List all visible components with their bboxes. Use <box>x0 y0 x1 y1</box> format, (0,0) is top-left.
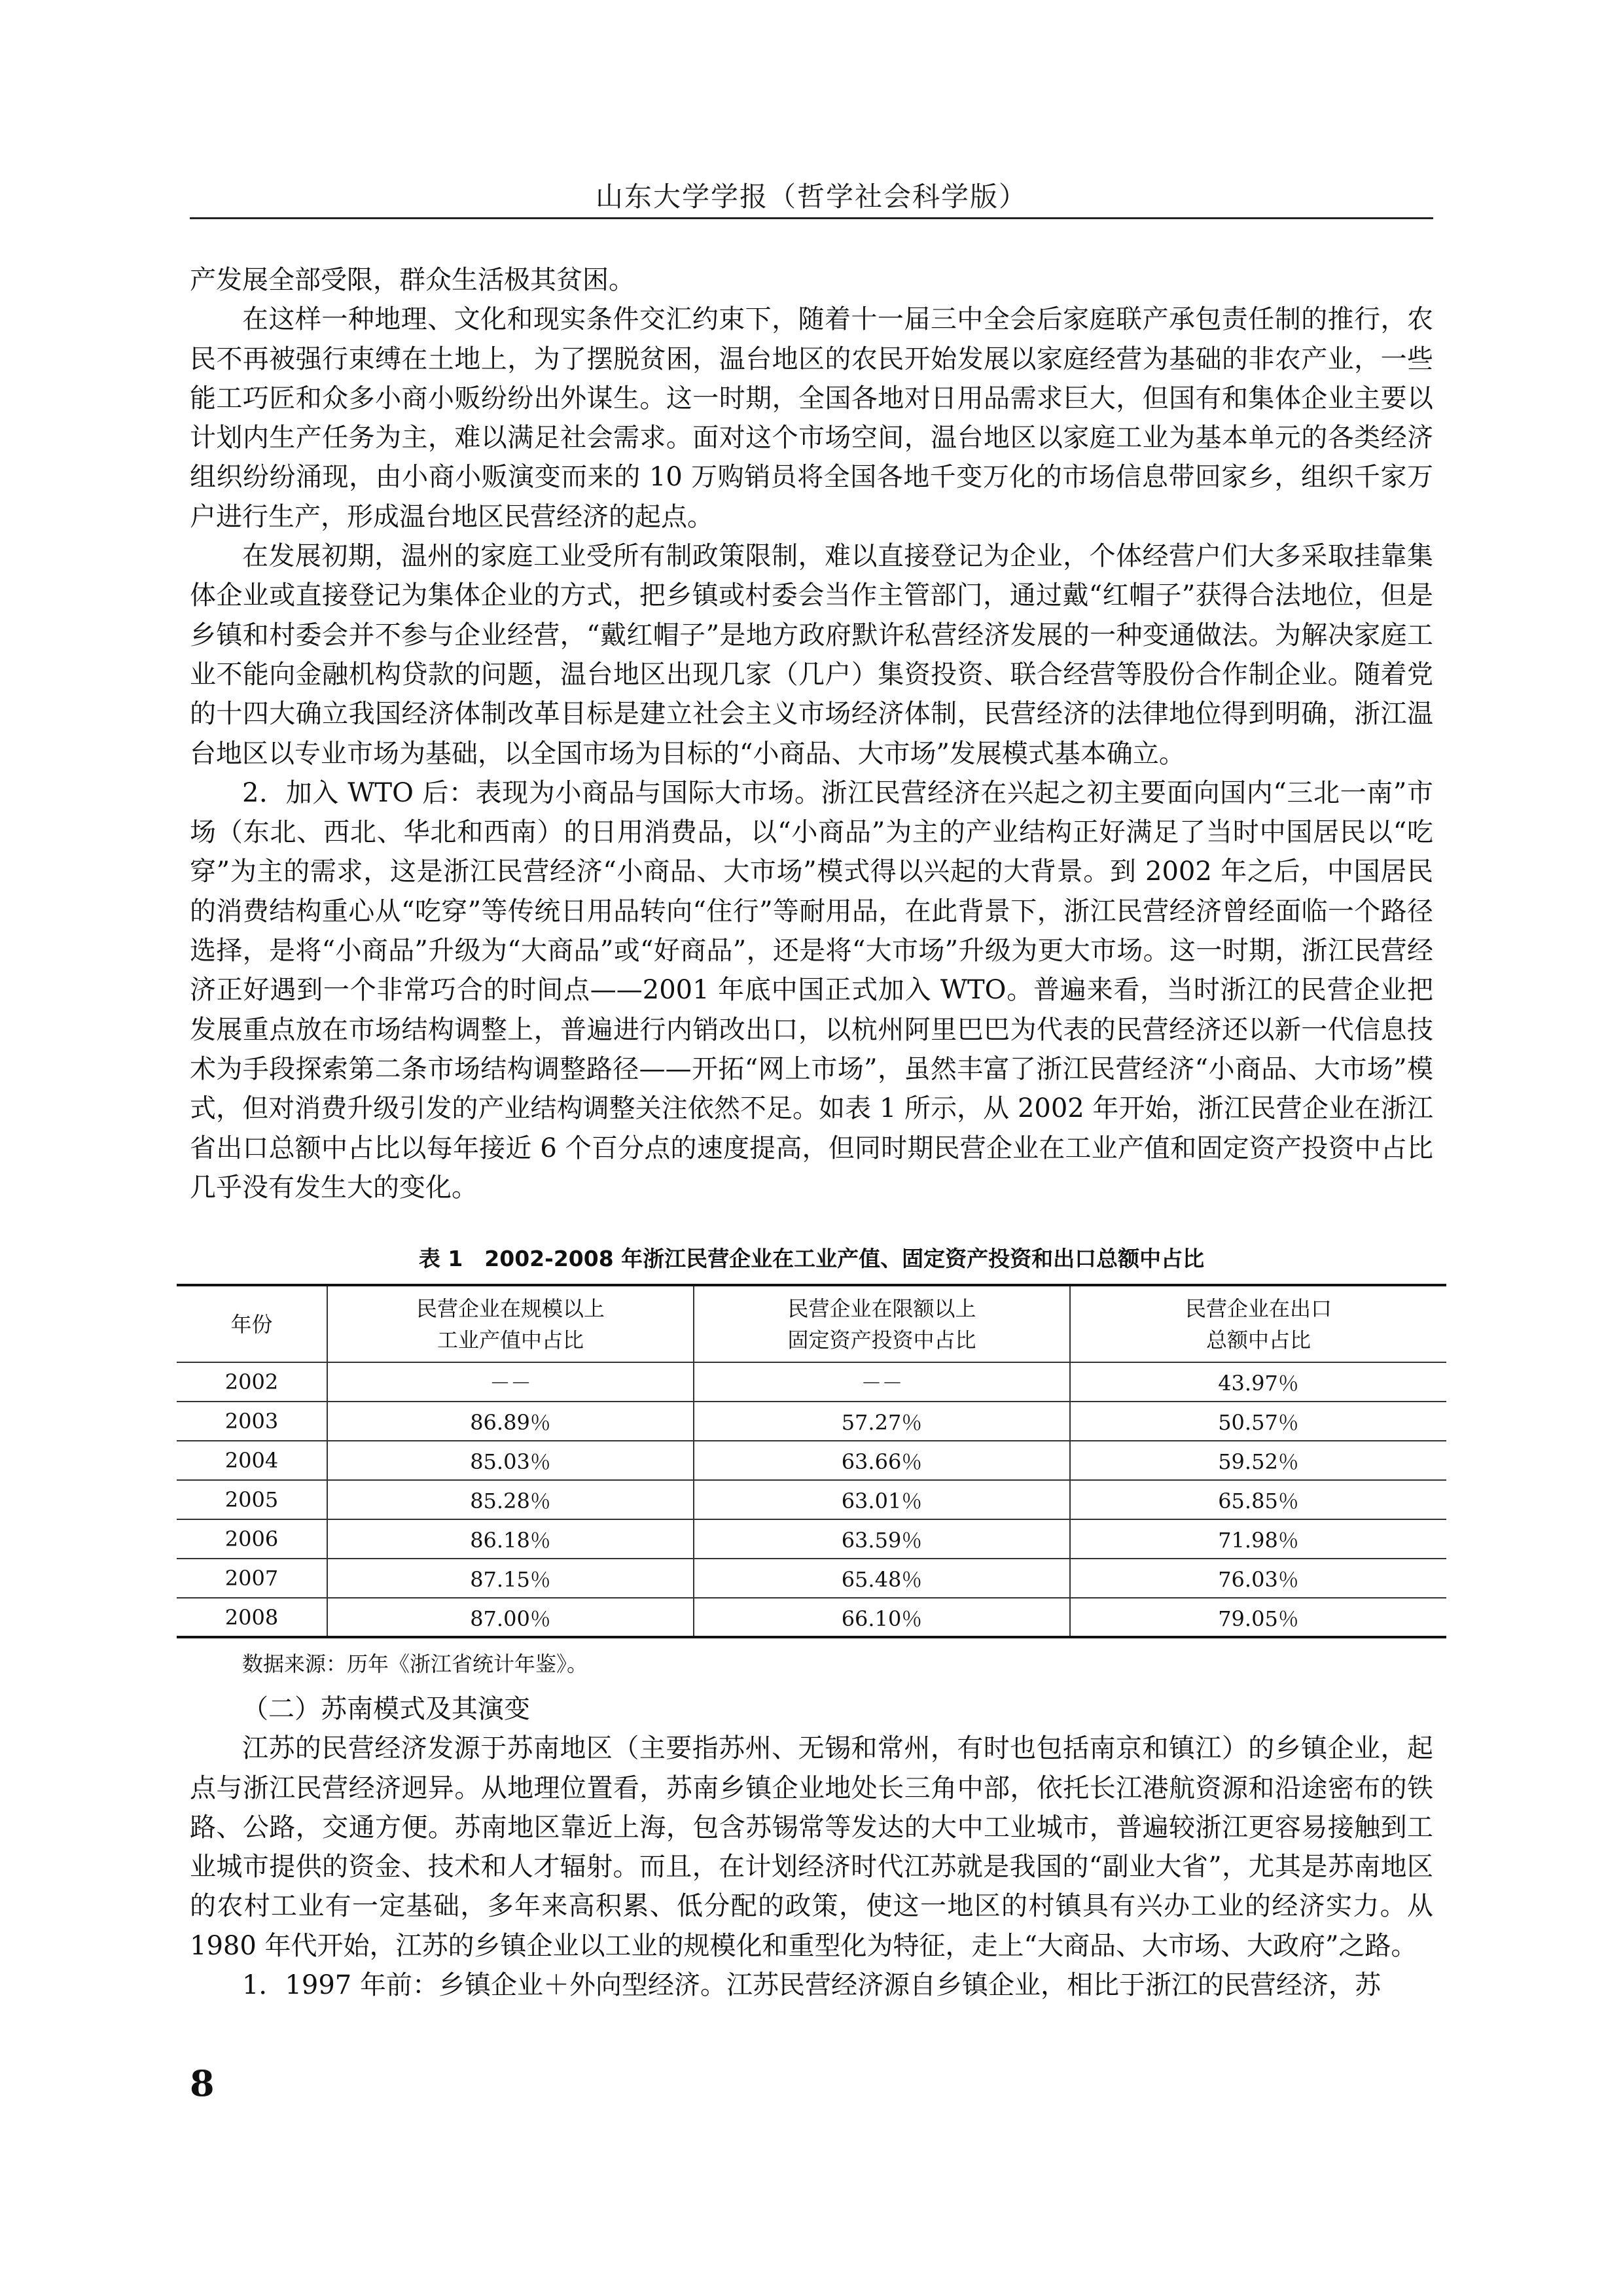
table-row <box>177 1559 1446 1598</box>
header-export-share: 民营企业在出口 总额中占比 <box>1070 1285 1446 1362</box>
value-cell: 86.89％ <box>327 1402 694 1441</box>
table-header-row <box>177 1285 1446 1362</box>
value-cell: 87.00％ <box>327 1598 694 1637</box>
value-cell: 65.85％ <box>1070 1480 1446 1519</box>
value-cell: 43.97％ <box>1070 1362 1446 1402</box>
table-row <box>177 1598 1446 1637</box>
table-title: 表 1 2002-2008 年浙江民营企业在工业产值、固定资产投资和出口总额中占比 <box>418 1246 1205 1271</box>
value-cell: 85.03％ <box>327 1441 694 1480</box>
paragraph-continuation: 产发展全部受限，群众生活极其贫困。 <box>190 265 635 295</box>
value-cell: 85.28％ <box>327 1480 694 1519</box>
value-cell: 63.59％ <box>694 1519 1070 1559</box>
paragraph-wto: 2．加入 WTO 后：表现为小商品与国际大市场。浙江民营经济在兴起之初主要面向国内“三北一南”市场（东北、西北、华北和西南）的日用消费品，以“小商品”为主的产业结构正好满足了当时中国居民以“吃穿”为主的需求，这是浙江民营经济“小商品、大市场”模式得以兴起的大背景。到 2002 年之后，中国居民的消费结构重心从“吃穿”等传统日用品转向“住行”等耐用品，在此背景下，浙江民营经济曾经面临一个路径选择，是将“小商品”升级为“大商品”或“好商品”，还是将“大市场”升级为更大市场。这一时期，浙江民营经济正好遇到一个非常巧合的时间点——2001 年底中国正式加入 WTO。普遍来看，当时浙江的民营企业把发展重点放在市场结构调整上，普遍进行内销改出口，以杭州阿里巴巴为代表的民营经济还以新一代信息技术为手段探索第二条市场结构调整路径——开拓“网上市场”，虽然丰富了浙江民营经济“小商品、大市场”模式，但对消费升级引发的产业结构调整关注依然不足。如表 1 所示，从 2002 年开始，浙江民营企业在浙江省出口总额中占比以每年接近 6 个百分点的速度提高，但同时期民营企业在工业产值和固定资产投资中占比几乎没有发生大的变化。 <box>190 777 1433 1203</box>
table-source-note: 数据来源：历年《浙江省统计年鉴》。 <box>242 1651 588 1676</box>
value-cell: 63.66％ <box>694 1441 1070 1480</box>
value-cell: 50.57％ <box>1070 1402 1446 1441</box>
value-cell: 71.98％ <box>1070 1519 1446 1559</box>
year-cell: 2002 <box>177 1362 327 1402</box>
year-cell: 2007 <box>177 1559 327 1598</box>
value-cell: 63.01％ <box>694 1480 1070 1519</box>
journal-header-title: 山东大学学报（哲学社会科学版） <box>595 181 1027 213</box>
table-row <box>177 1519 1446 1559</box>
page-number: 8 <box>190 2062 215 2104</box>
value-cell: －－ <box>327 1362 694 1402</box>
table-row <box>177 1441 1446 1480</box>
value-cell: 87.15％ <box>327 1559 694 1598</box>
body-text-upper <box>190 260 1433 1207</box>
header-fixed-asset-investment: 民营企业在限额以上 固定资产投资中占比 <box>694 1285 1070 1362</box>
value-cell: 57.27％ <box>694 1402 1070 1441</box>
body-text-lower <box>190 1689 1433 2005</box>
year-cell: 2003 <box>177 1402 327 1441</box>
paragraph-wenzhou-origin: 在这样一种地理、文化和现实条件交汇约束下，随着十一届三中全会后家庭联产承包责任制的推行，农民不再被强行束缚在土地上，为了摆脱贫困，温台地区的农民开始发展以家庭经营为基础的非农产业，一些能工巧匠和众多小商小贩纷纷出外谋生。这一时期，全国各地对日用品需求巨大，但国有和集体企业主要以计划内生产任务为主，难以满足社会需求。面对这个市场空间，温台地区以家庭工业为基本单元的各类经济组织纷纷涌现，由小商小贩演变而来的 10 万购销员将全国各地千变万化的市场信息带回家乡，组织千家万户进行生产，形成温台地区民营经济的起点。 <box>190 304 1433 532</box>
value-cell: －－ <box>694 1362 1070 1402</box>
table-row <box>177 1480 1446 1519</box>
year-cell: 2006 <box>177 1519 327 1559</box>
header-year: 年份 <box>177 1285 327 1362</box>
paragraph-1997: 1．1997 年前：乡镇企业＋外向型经济。江苏民营经济源自乡镇企业，相比于浙江的民营经济，苏 <box>242 1970 1381 2001</box>
value-cell: 86.18％ <box>327 1519 694 1559</box>
paragraph-red-hat: 在发展初期，温州的家庭工业受所有制政策限制，难以直接登记为企业，个体经营户们大多采取挂靠集体企业或直接登记为集体企业的方式，把乡镇或村委会当作主管部门，通过戴“红帽子”获得合法地位，但是乡镇和村委会并不参与企业经营，“戴红帽子”是地方政府默许私营经济发展的一种变通做法。为解决家庭工业不能向金融机构贷款的问题，温台地区出现几家（几户）集资投资、联合经营等股份合作制企业。随着党的十四大确立我国经济体制改革目标是建立社会主义市场经济体制，民营经济的法律地位得到明确，浙江温台地区以专业市场为基础，以全国市场为目标的“小商品、大市场”发展模式基本确立。 <box>190 541 1433 769</box>
table-row <box>177 1362 1446 1402</box>
header-industrial-output: 民营企业在规模以上 工业产值中占比 <box>327 1285 694 1362</box>
paragraph-jiangsu-origin: 江苏的民营经济发源于苏南地区（主要指苏州、无锡和常州，有时也包括南京和镇江）的乡镇企业，起点与浙江民营经济迥异。从地理位置看，苏南乡镇企业地处长三角中部，依托长江港航资源和沿途密布的铁路、公路，交通方便。苏南地区靠近上海，包含苏锡常等发达的大中工业城市，普遍较浙江更容易接触到工业城市提供的资金、技术和人才辐射。而且，在计划经济时代江苏就是我国的“副业大省”，尤其是苏南地区的农村工业有一定基础，多年来高积累、低分配的政策，使这一地区的村镇具有兴办工业的经济实力。从 1980 年代开始，江苏的乡镇企业以工业的规模化和重型化为特征，走上“大商品、大市场、大政府”之路。 <box>190 1733 1433 1961</box>
value-cell: 65.48％ <box>694 1559 1070 1598</box>
section-heading-sunan: （二）苏南模式及其演变 <box>242 1694 530 1724</box>
table-row <box>177 1402 1446 1441</box>
value-cell: 66.10％ <box>694 1598 1070 1637</box>
value-cell: 76.03％ <box>1070 1559 1446 1598</box>
year-cell: 2004 <box>177 1441 327 1480</box>
value-cell: 59.52％ <box>1070 1441 1446 1480</box>
header-rule <box>190 217 1433 219</box>
year-cell: 2008 <box>177 1598 327 1637</box>
year-cell: 2005 <box>177 1480 327 1519</box>
value-cell: 79.05％ <box>1070 1598 1446 1637</box>
data-table <box>177 1284 1446 1638</box>
